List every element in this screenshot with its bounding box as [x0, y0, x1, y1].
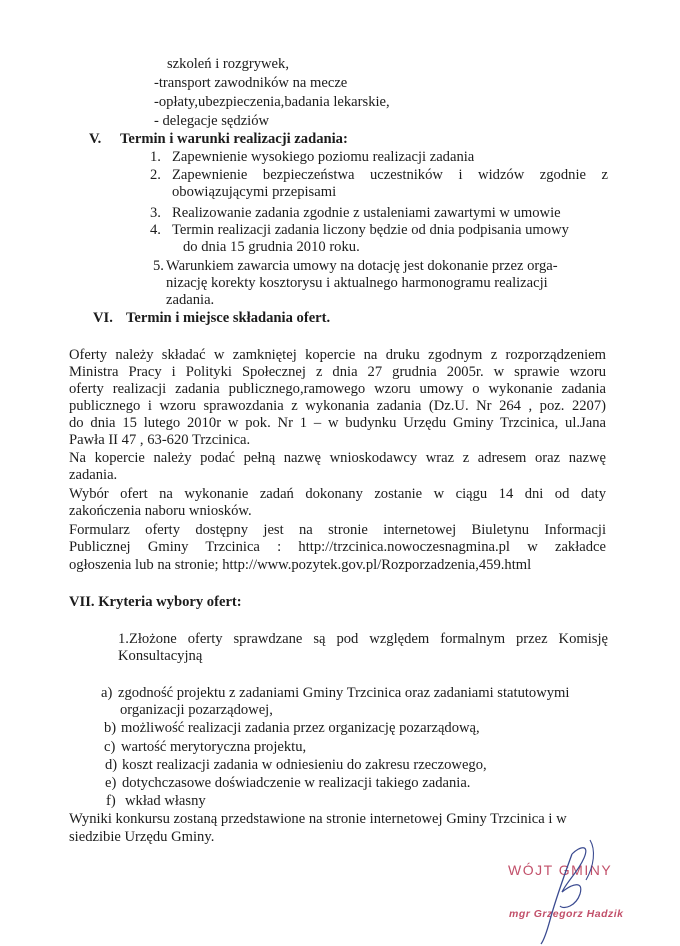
paragraph-line: Pawła II 47 , 63-620 Trzcinica.	[69, 432, 251, 448]
section-vi-title: Termin i miejsce składania ofert.	[126, 310, 331, 326]
list-item: szkoleń i rozgrywek,	[167, 56, 289, 72]
list-item: Zapewnienie bezpieczeństwa uczestników i widzów zgodnie z	[172, 167, 608, 183]
paragraph-line: publicznego i wzoru sprawozdania z wykonania zadania (Dz.U. Nr 264 , poz. 2207)	[69, 398, 606, 414]
criteria-item: możliwość realizacji zadania przez organizację pozarządową,	[121, 720, 480, 736]
list-item: Warunkiem zawarcia umowy na dotację jest dokonanie przez orga-	[166, 258, 558, 274]
list-number: 1.	[150, 149, 161, 165]
criteria-item: koszt realizacji zadania w odniesieniu do zakresu rzeczowego,	[122, 757, 487, 773]
paragraph-line: zadania.	[69, 467, 118, 483]
criteria-item: wkład własny	[125, 793, 206, 809]
list-number: 2.	[150, 167, 161, 183]
criteria-label: a)	[101, 685, 113, 701]
paragraph-line: Konsultacyjną	[118, 648, 203, 664]
list-item-continuation: do dnia 15 grudnia 2010 roku.	[183, 239, 360, 255]
list-item: Realizowanie zadania zgodnie z ustaleniami zawartymi w umowie	[172, 205, 561, 221]
paragraph-line: do dnia 15 lutego 2010r w pok. Nr 1 – w budynku Urzędu Gminy Trzcinica, ul.Jana	[69, 415, 606, 431]
list-item: Termin realizacji zadania liczony będzie od dnia podpisania umowy	[172, 222, 569, 238]
paragraph-line: Na kopercie należy podać pełną nazwę wnioskodawcy wraz z adresem oraz nazwę	[69, 450, 606, 466]
paragraph-line: 1.Złożone oferty sprawdzane są pod względem formalnym przez Komisję	[118, 631, 608, 647]
list-number: 5.	[153, 258, 164, 274]
stamp-name: mgr Grzegorz Hadzik	[509, 908, 624, 920]
section-v-number: V.	[89, 131, 102, 147]
criteria-label: e)	[105, 775, 117, 791]
section-v-title: Termin i warunki realizacji zadania:	[120, 131, 348, 147]
list-item-continuation: nizację korekty kosztorysu i aktualnego harmonogramu realizacji	[166, 275, 548, 291]
list-item-continuation: obowiązującymi przepisami	[172, 184, 337, 200]
list-number: 4.	[150, 222, 161, 238]
paragraph-line: Wyniki konkursu zostaną przedstawione na stronie internetowej Gminy Trzcinica i w	[69, 811, 567, 827]
paragraph-line: Formularz oferty dostępny jest na stronie internetowej Biuletynu Informacji	[69, 522, 606, 538]
paragraph-line: oferty realizacji zadania publicznego,ramowego wzoru umowy o wykonanie zadania	[69, 381, 606, 397]
section-vii-title: VII. Kryteria wybory ofert:	[69, 594, 242, 610]
criteria-label: b)	[104, 720, 117, 736]
paragraph-line: ogłoszenia lub na stronie; http://www.pozytek.gov.pl/Rozporzadzenia,459.html	[69, 557, 532, 573]
criteria-item-continuation: organizacji pozarządowej,	[120, 702, 273, 718]
list-item: Zapewnienie wysokiego poziomu realizacji zadania	[172, 149, 475, 165]
criteria-label: c)	[104, 739, 116, 755]
paragraph-line: zakończenia naboru wniosków.	[69, 503, 252, 519]
stamp-title: WÓJT GMINY	[508, 862, 613, 878]
paragraph-line: Oferty należy składać w zamkniętej kopercie na druku zgodnym z rozporządzeniem	[69, 347, 606, 363]
criteria-label: f)	[106, 793, 116, 809]
criteria-item: zgodność projektu z zadaniami Gminy Trzcinica oraz zadaniami statutowymi	[118, 685, 570, 701]
paragraph-line: Ministra Pracy i Polityki Społecznej z dnia 27 grudnia 2005r. w sprawie wzoru	[69, 364, 606, 380]
paragraph-line: Publicznej Gminy Trzcinica : http://trzcinica.nowoczesnagmina.pl w zakładce	[69, 539, 606, 555]
list-number: 3.	[150, 205, 161, 221]
criteria-item: dotychczasowe doświadczenie w realizacji takiego zadania.	[122, 775, 471, 791]
list-item-continuation: zadania.	[166, 292, 215, 308]
list-item: -opłaty,ubezpieczenia,badania lekarskie,	[154, 94, 390, 110]
criteria-item: wartość merytoryczna projektu,	[121, 739, 307, 755]
handwritten-signature	[520, 836, 640, 946]
section-vi-number: VI.	[93, 310, 113, 326]
paragraph-line: siedzibie Urzędu Gminy.	[69, 829, 215, 845]
list-item: - delegacje sędziów	[154, 113, 270, 129]
list-item: -transport zawodników na mecze	[154, 75, 348, 91]
criteria-label: d)	[105, 757, 118, 773]
paragraph-line: Wybór ofert na wykonanie zadań dokonany zostanie w ciągu 14 dni od daty	[69, 486, 606, 502]
